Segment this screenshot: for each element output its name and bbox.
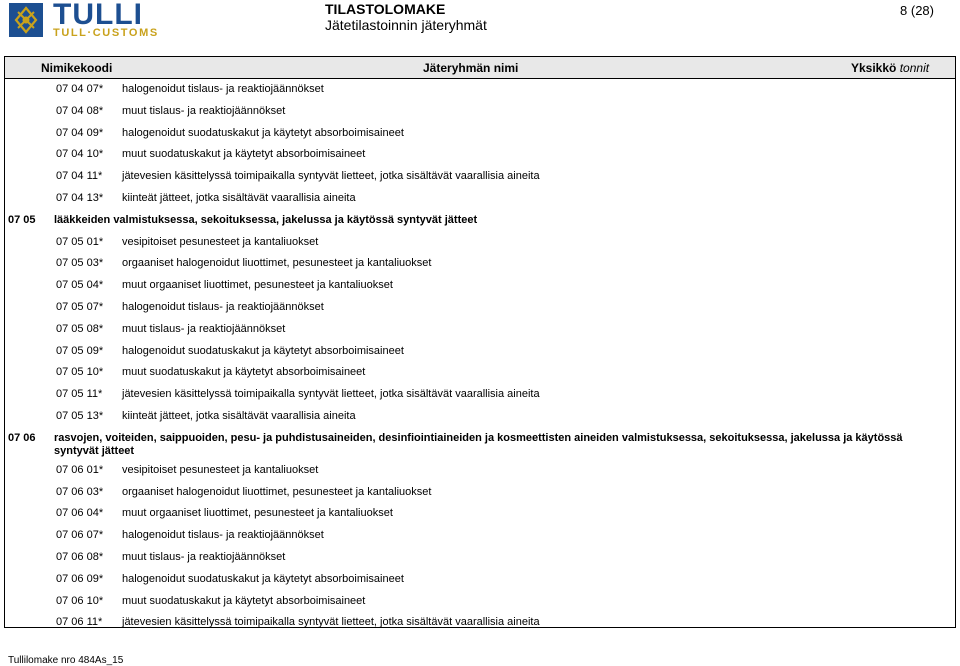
table-row [5,297,955,319]
form-id: Tullilomake nro 484As_15 [8,655,124,666]
table-row [5,188,955,210]
row-name: orgaaniset halogenoidut liuottimet, pesunesteet ja kantaliuokset [122,257,432,270]
table-row [5,275,955,297]
row-code: 07 05 01* [56,235,104,248]
row-code: 07 04 11* [56,170,103,183]
row-code: 07 06 [8,431,36,444]
row-name: muut tislaus- ja reaktiojäännökset [122,322,286,335]
table-row [5,79,955,101]
row-code: 07 06 09* [56,572,104,585]
row-code: 07 04 08* [56,104,104,117]
unit-label: Yksikkö [851,61,897,75]
row-code: 07 05 09* [56,344,104,357]
row-code: 07 05 08* [56,322,104,335]
table-row [5,482,955,504]
table-row [5,101,955,123]
row-name: muut tislaus- ja reaktiojäännökset [122,550,286,563]
row-code: 07 04 13* [56,191,104,204]
row-name: jätevesien käsittelyssä toimipaikalla syntyvät lietteet, jotka sisältävät vaarallisia aineita [122,388,540,401]
table-row [5,460,955,482]
form-subtitle: Jätetilastoinnin jäteryhmät [325,17,487,33]
row-name: lääkkeiden valmistuksessa, sekoituksessa, jakelussa ja käytössä syntyvät jätteet [54,213,478,226]
table-row [5,123,955,145]
table-header [5,57,955,79]
column-header-unit [851,61,929,75]
table-row [5,144,955,166]
row-name: muut suodatuskakut ja käytetyt absorboimisaineet [122,148,366,161]
row-code: 07 05 04* [56,279,104,292]
row-code: 07 04 10* [56,148,104,161]
table-row [5,547,955,569]
column-header-name: Jäteryhmän nimi [423,61,519,75]
row-code: 07 06 08* [56,550,104,563]
table-body [5,79,955,628]
row-code: 07 05 07* [56,300,104,313]
row-name: halogenoidut suodatuskakut ja käytetyt absorboimisaineet [122,572,404,585]
row-code: 07 06 01* [56,463,104,476]
row-code: 07 05 [8,213,36,226]
row-code: 07 06 11* [56,616,103,628]
row-name: halogenoidut suodatuskakut ja käytetyt absorboimisaineet [122,126,404,139]
page-number: 8 (28) [900,3,934,18]
logo-subtitle: TULL·CUSTOMS [53,27,159,39]
row-name: halogenoidut tislaus- ja reaktiojäännökset [122,529,324,542]
row-code: 07 05 10* [56,366,104,379]
row-code: 07 06 10* [56,594,104,607]
table-row [5,253,955,275]
group-row [5,210,955,232]
table-row [5,341,955,363]
row-code: 07 06 03* [56,485,104,498]
row-name: vesipitoiset pesunesteet ja kantaliuokset [122,463,319,476]
row-name: jätevesien käsittelyssä toimipaikalla syntyvät lietteet, jotka sisältävät vaarallisia aineita [122,170,540,183]
table-row [5,569,955,591]
row-name: muut orgaaniset liuottimet, pesunesteet ja kantaliuokset [122,279,393,292]
table-row [5,591,955,613]
row-name: muut tislaus- ja reaktiojäännökset [122,104,286,117]
table-row [5,362,955,384]
row-name: rasvojen, voiteiden, saippuoiden, pesu- ja puhdistusaineiden, desinfiointiaineiden ja kosmeettisten aineiden valmistuksessa, sekoituksessa, jakelussa ja käytössä syntyvät jätteet [54,431,903,457]
table-row [5,319,955,341]
row-name: muut suodatuskakut ja käytetyt absorboimisaineet [122,594,366,607]
row-name: kiinteät jätteet, jotka sisältävät vaarallisia aineita [122,191,356,204]
row-code: 07 06 07* [56,529,104,542]
customs-emblem-icon [9,3,43,37]
row-code: 07 05 11* [56,388,103,401]
waste-group-table [4,56,956,628]
row-name: halogenoidut suodatuskakut ja käytetyt absorboimisaineet [122,344,404,357]
row-code: 07 06 04* [56,507,104,520]
row-code: 07 04 07* [56,83,104,95]
page-header [0,0,960,48]
group-row [5,428,955,460]
row-code: 07 05 13* [56,409,104,422]
table-row [5,232,955,254]
row-name: kiinteät jätteet, jotka sisältävät vaarallisia aineita [122,409,356,422]
row-name: orgaaniset halogenoidut liuottimet, pesunesteet ja kantaliuokset [122,485,432,498]
column-header-code: Nimikekoodi [41,61,113,75]
row-name: halogenoidut tislaus- ja reaktiojäännökset [122,83,324,95]
row-name: jätevesien käsittelyssä toimipaikalla syntyvät lietteet, jotka sisältävät vaarallisia aineita [122,616,540,628]
table-row [5,503,955,525]
table-row [5,406,955,428]
row-name: halogenoidut tislaus- ja reaktiojäännökset [122,300,324,313]
table-row [5,612,955,628]
row-code: 07 05 03* [56,257,104,270]
table-row [5,525,955,547]
row-name: muut orgaaniset liuottimet, pesunesteet ja kantaliuokset [122,507,393,520]
row-code: 07 04 09* [56,126,104,139]
row-name: vesipitoiset pesunesteet ja kantaliuokset [122,235,319,248]
form-title: TILASTOLOMAKE [325,1,446,17]
row-name: muut suodatuskakut ja käytetyt absorboimisaineet [122,366,366,379]
table-row [5,384,955,406]
logo-name: TULLI [53,0,143,31]
table-row [5,166,955,188]
unit-value: tonnit [899,61,930,75]
